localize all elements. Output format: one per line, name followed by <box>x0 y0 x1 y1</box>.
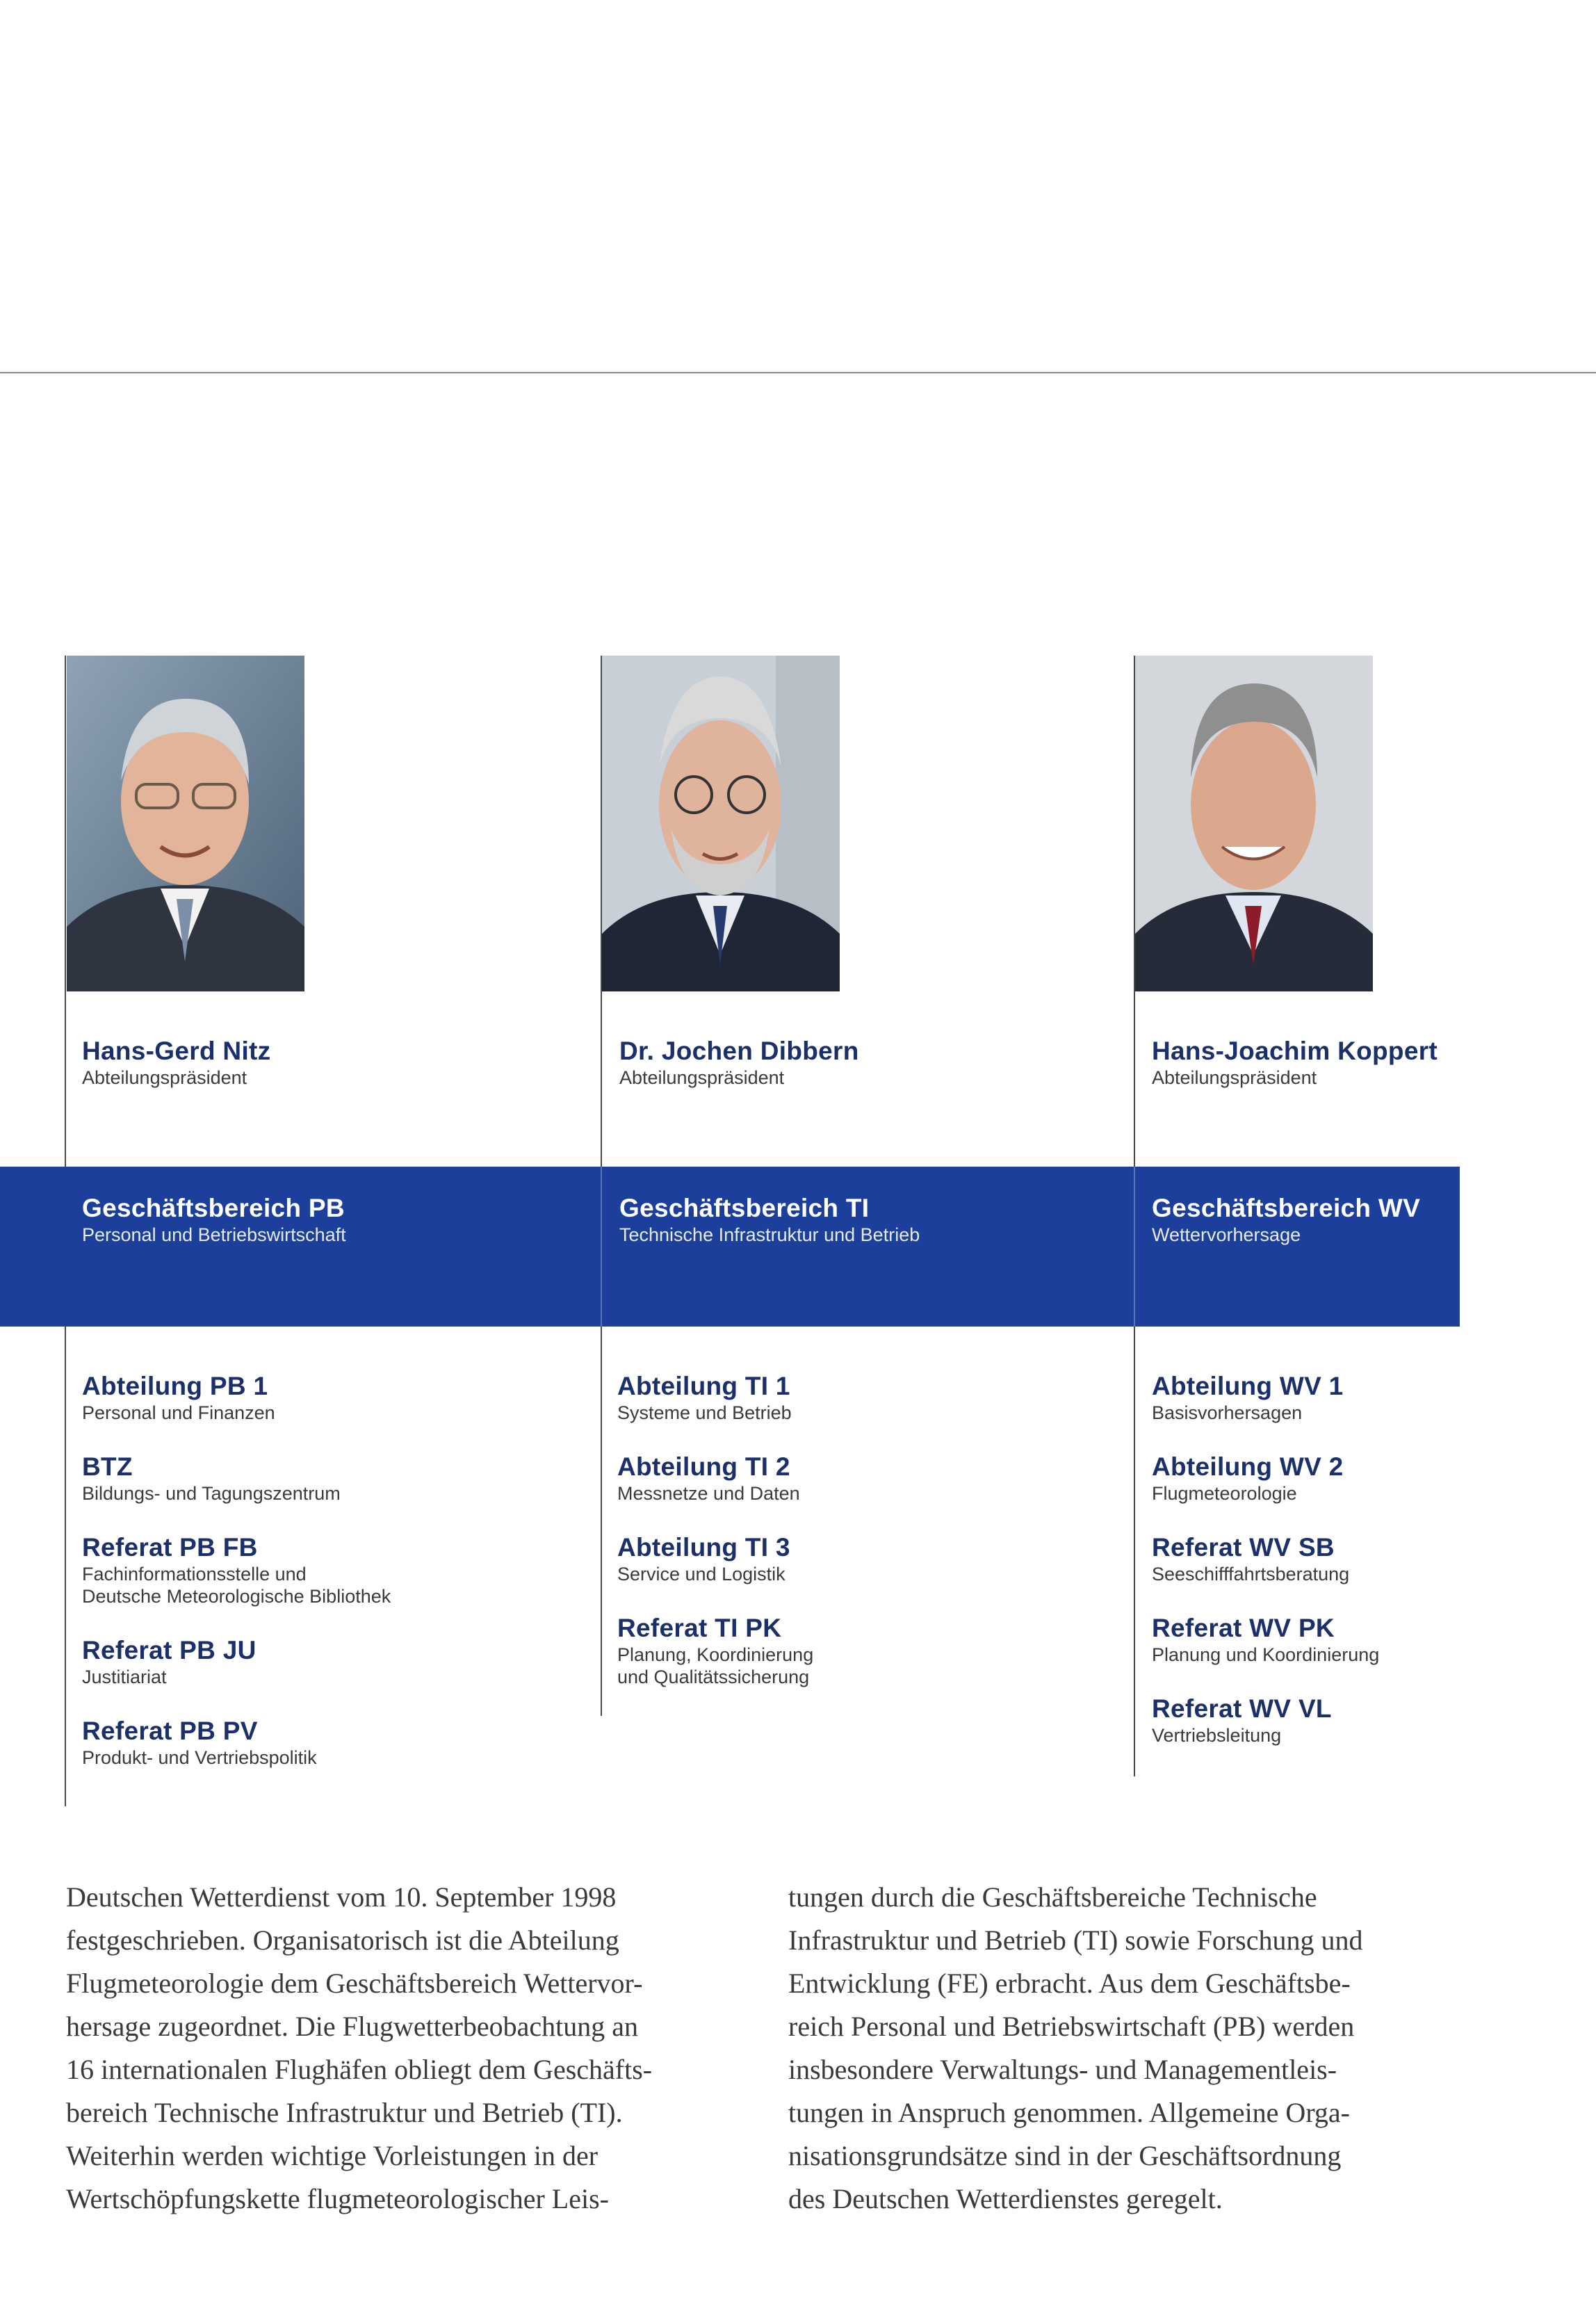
department-list-wv <box>1152 1371 1379 1774</box>
division-subtitle: Wettervorhersage <box>1152 1224 1301 1245</box>
department-subtitle: Planung und Koordinierung <box>1152 1644 1380 1665</box>
department-title: Abteilung TI 1 <box>617 1372 790 1400</box>
department-item <box>82 1716 391 1769</box>
department-subtitle: Personal und Finanzen <box>82 1402 275 1423</box>
department-list-pb <box>82 1371 391 1797</box>
department-item <box>617 1532 813 1585</box>
department-title: Referat WV VL <box>1152 1694 1332 1723</box>
department-list-ti <box>617 1371 813 1716</box>
department-subtitle: Basisvorhersagen <box>1152 1402 1303 1423</box>
department-subtitle: Bildungs- und Tagungszentrum <box>82 1483 341 1504</box>
text-line: des Deutschen Wetterdienstes geregelt. <box>788 2183 1223 2214</box>
department-subtitle: Justitiariat <box>82 1667 167 1687</box>
executive-card <box>1152 1036 1438 1089</box>
department-item <box>82 1371 391 1424</box>
portrait-photo <box>1135 656 1373 991</box>
department-title: Referat PB PV <box>82 1717 258 1745</box>
text-line: Infrastruktur und Betrieb (TI) sowie Forschung und <box>788 1924 1363 1956</box>
department-subtitle: Service und Logistik <box>617 1564 785 1584</box>
department-title: Referat TI PK <box>617 1614 782 1642</box>
department-item <box>82 1635 391 1688</box>
department-item <box>1152 1371 1379 1424</box>
department-subtitle: Messnetze und Daten <box>617 1483 800 1504</box>
band-separator <box>601 1167 602 1327</box>
text-line: Flugmeteorologie dem Geschäftsbereich Wettervor- <box>66 1968 643 1999</box>
top-divider <box>0 372 1596 373</box>
department-title: Abteilung WV 1 <box>1152 1372 1344 1400</box>
text-line: insbesondere Verwaltungs- und Managementleis- <box>788 2054 1337 2085</box>
band-separator <box>1134 1167 1135 1327</box>
division-wv <box>1152 1193 1420 1246</box>
department-subtitle: Systeme und Betrieb <box>617 1402 792 1423</box>
executive-card <box>82 1036 270 1089</box>
department-title: Abteilung PB 1 <box>82 1372 268 1400</box>
text-line: Wertschöpfungskette flugmeteorologischer Leis- <box>66 2183 609 2214</box>
body-text-left <box>66 1876 751 2221</box>
executive-role: Abteilungspräsident <box>1152 1067 1317 1088</box>
division-ti <box>619 1193 920 1246</box>
department-subtitle: Fachinformationsstelle und <box>82 1564 307 1584</box>
text-line: hersage zugeordnet. Die Flugwetterbeobachtung an <box>66 2011 639 2042</box>
department-subtitle: und Qualitätssicherung <box>617 1667 810 1687</box>
division-subtitle: Technische Infrastruktur und Betrieb <box>619 1224 920 1245</box>
department-item <box>82 1452 391 1505</box>
executive-name: Hans-Gerd Nitz <box>82 1037 271 1065</box>
department-title: Abteilung TI 2 <box>617 1452 790 1481</box>
department-item <box>617 1452 813 1505</box>
department-title: BTZ <box>82 1452 133 1481</box>
text-line: reich Personal und Betriebswirtschaft (PB) werden <box>788 2011 1355 2042</box>
text-line: 16 internationalen Flughäfen obliegt dem Geschäfts- <box>66 2054 653 2085</box>
body-text-right <box>788 1876 1473 2221</box>
department-title: Abteilung WV 2 <box>1152 1452 1344 1481</box>
department-item <box>617 1371 813 1424</box>
text-line: tungen in Anspruch genommen. Allgemeine Orga- <box>788 2097 1350 2128</box>
text-line: Entwicklung (FE) erbracht. Aus dem Geschäftsbe- <box>788 1968 1351 1999</box>
department-subtitle: Planung, Koordinierung <box>617 1644 814 1665</box>
text-line: nisationsgrundsätze sind in der Geschäftsordnung <box>788 2140 1342 2171</box>
portrait-photo <box>67 656 304 991</box>
department-item <box>82 1532 391 1607</box>
text-line: Weiterhin werden wichtige Vorleistungen in der <box>66 2140 598 2171</box>
department-title: Abteilung TI 3 <box>617 1533 790 1562</box>
executive-name: Dr. Jochen Dibbern <box>619 1037 859 1065</box>
division-pb <box>82 1193 346 1246</box>
executive-name: Hans-Joachim Koppert <box>1152 1037 1438 1065</box>
department-item <box>1152 1532 1379 1585</box>
department-title: Referat PB JU <box>82 1636 256 1664</box>
department-title: Referat PB FB <box>82 1533 258 1562</box>
department-subtitle: Vertriebsleitung <box>1152 1725 1282 1746</box>
executive-role: Abteilungspräsident <box>619 1067 785 1088</box>
division-subtitle: Personal und Betriebswirtschaft <box>82 1224 346 1245</box>
department-subtitle: Deutsche Meteorologische Bibliothek <box>82 1586 391 1607</box>
department-title: Referat WV PK <box>1152 1614 1335 1642</box>
department-item <box>1152 1694 1379 1746</box>
text-line: tungen durch die Geschäftsbereiche Technische <box>788 1881 1317 1913</box>
department-item <box>1152 1452 1379 1505</box>
text-line: bereich Technische Infrastruktur und Betrieb (TI). <box>66 2097 623 2128</box>
text-line: Deutschen Wetterdienst vom 10. September 1998 <box>66 1881 617 1913</box>
text-line: festgeschrieben. Organisatorisch ist die Abteilung <box>66 1924 619 1956</box>
division-title: Geschäftsbereich WV <box>1152 1194 1421 1222</box>
department-item <box>617 1613 813 1688</box>
department-title: Referat WV SB <box>1152 1533 1335 1562</box>
department-subtitle: Flugmeteorologie <box>1152 1483 1297 1504</box>
division-title: Geschäftsbereich PB <box>82 1194 345 1222</box>
department-subtitle: Produkt- und Vertriebspolitik <box>82 1747 317 1768</box>
division-band <box>0 1167 1460 1327</box>
executive-role: Abteilungspräsident <box>82 1067 247 1088</box>
division-title: Geschäftsbereich TI <box>619 1194 870 1222</box>
department-subtitle: Seeschifffahrtsberatung <box>1152 1564 1350 1584</box>
portrait-photo <box>602 656 840 991</box>
department-item <box>1152 1613 1379 1666</box>
executive-card <box>619 1036 859 1089</box>
